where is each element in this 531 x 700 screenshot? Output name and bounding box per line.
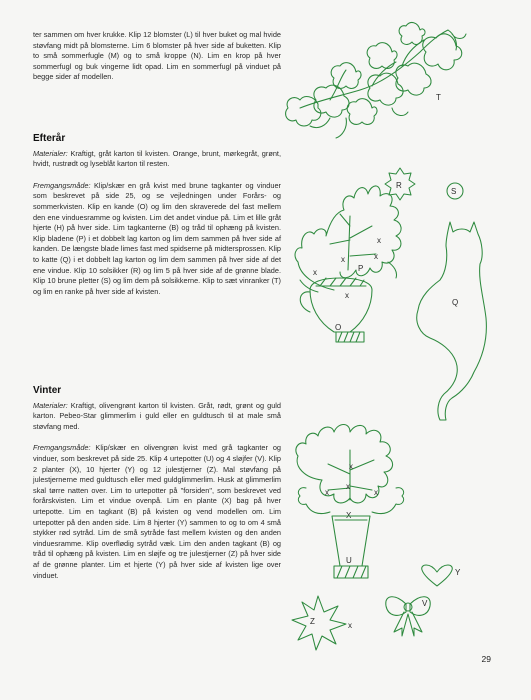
- svg-text:x: x: [345, 291, 349, 300]
- intro-paragraph: ter sammen om hver krukke. Klip 12 blomster (L) til hver buket og mal hvide støvfang midt på blomsterne. Lim 6 blomster på hver side af buketten. Klip to små sommerfugle (M) og to små kroppe (N). Lim en krop på hver sommerfugl og buk vingerne lidt opad. Lim en sommerfugl på vinduet på begge sider af modellen.: [33, 30, 281, 82]
- poinsettia-pattern-z: [292, 596, 352, 650]
- pattern-label-z: Z: [310, 617, 315, 626]
- method-text: Klip/skær en grå kvist med brune tagkanter og vinduer som beskrevet på side 25, og se vejledningen under Forårs- og sommerkvisten. Klip en kande (O) og lim den skraverede del fast mellem den ene vinduesramme og kvisten. Lim det andet vindue på. Lim et lille gråt hjerte (H) på hver side. Lim tagkanterne (B) og tråd til ophæng på kvisten. Klip bladene (P) i et dobbelt lag karton og lim dem sammen på hver side af kanden. De længste blade limes fast med spidserne på midtersprossen. Klip to katte (Q) i et dobbelt lag karton og lim dem sammen på hver side af det ene vindue. Klip 10 solsikker (R) og lim 5 på hver side af de grønne blade. Klip 10 brune pletter (S) og lim dem på solsikkerne. Klip to sæt vinranker (T) og lim en ranke på hver side af kvisten.: [33, 180, 281, 296]
- materials-label: Materialer:: [33, 148, 68, 158]
- pot-pattern-u: [332, 516, 370, 578]
- pattern-label-x: X: [346, 511, 352, 520]
- svg-text:x: x: [346, 482, 350, 491]
- bow-pattern-v: [386, 597, 430, 636]
- spot-pattern-s: [447, 183, 463, 199]
- method-label: Fremgangsmåde:: [33, 180, 91, 190]
- svg-text:x: x: [377, 236, 381, 245]
- svg-text:x: x: [349, 462, 353, 471]
- pattern-label-r: R: [396, 181, 402, 190]
- leaves-pattern-p: [295, 186, 401, 292]
- section-heading-efteraar: Efterår: [33, 133, 66, 144]
- cat-pattern-q: [417, 222, 487, 420]
- method-label: Fremgangsmåde:: [33, 443, 91, 453]
- pattern-label-t: T: [436, 93, 441, 102]
- pattern-label-s: S: [451, 187, 457, 196]
- materials-text: Kraftigt, olivengrønt karton til kvisten. Gråt, rødt, grønt og guld karton. Pebeo-Star glimmerlim i guld eller en guldtusch til at male små støvfang med.: [33, 400, 281, 431]
- svg-text:x: x: [374, 252, 378, 261]
- pattern-label-o: O: [335, 323, 342, 332]
- vine-pattern-t: [286, 23, 466, 138]
- pattern-label-y: Y: [455, 568, 461, 577]
- pattern-label-u: U: [346, 556, 352, 565]
- svg-text:x: x: [374, 488, 378, 497]
- pattern-label-p: P: [358, 264, 364, 273]
- materials-label: Materialer:: [33, 400, 68, 410]
- sunflower-pattern-r: [385, 168, 415, 200]
- method-text: Klip/skær en olivengrøn kvist med grå tagkanter og vinduer, som beskrevet på side 25. Klip 4 urtepotter (U) og 4 sløjfer (V). Klip 2 planter (X), 10 hjerter (Y) og 12 julestjerner (Z). Mal støvfang på julestjernerne med guldtusch eller med guldglimmerlim. Husk at glimmerlim skal tørre natten over. Lim to urtepotter på "forsiden", som beskrevet ved forårskvisten. Lim et vindue ovenpå. Lim en plante (X) bag på hver urtepotte. Lim en tagkant (B) på kvisten og vend modellen om. Lim urtepotter på den anden side. Lim 8 hjerter (Y) sammen to og to om 4 små stykker rød sytråd. Lim de små sytråde fast mellem kvisten og den anden vinduesramme. Klip overflødig sytråd væk. Lim den anden tagkant (B) og tråd til ophæng på kvisten. Lim en sløjfe og tre julestjerner (Z) på hver side af de grønne planter. Lim et hjerte (Y) på hver side af kvisten lige over vinduet.: [33, 443, 281, 580]
- svg-text:x: x: [341, 255, 345, 264]
- materials-text: Kraftigt, gråt karton til kvisten. Orange, brunt, mørkegråt, grønt, hvidt, rustrødt og lyseblåt karton til resten.: [33, 148, 281, 169]
- svg-text:x: x: [313, 268, 317, 277]
- page-number: 29: [481, 654, 491, 664]
- pitcher-pattern-o: [300, 278, 372, 342]
- svg-text:x: x: [348, 621, 352, 630]
- svg-text:x: x: [325, 488, 329, 497]
- plant-pattern-x: [296, 425, 404, 521]
- section-heading-vinter: Vinter: [33, 385, 62, 396]
- pattern-label-v: V: [422, 599, 428, 608]
- heart-pattern-y: [422, 565, 461, 586]
- pattern-label-q: Q: [452, 298, 459, 307]
